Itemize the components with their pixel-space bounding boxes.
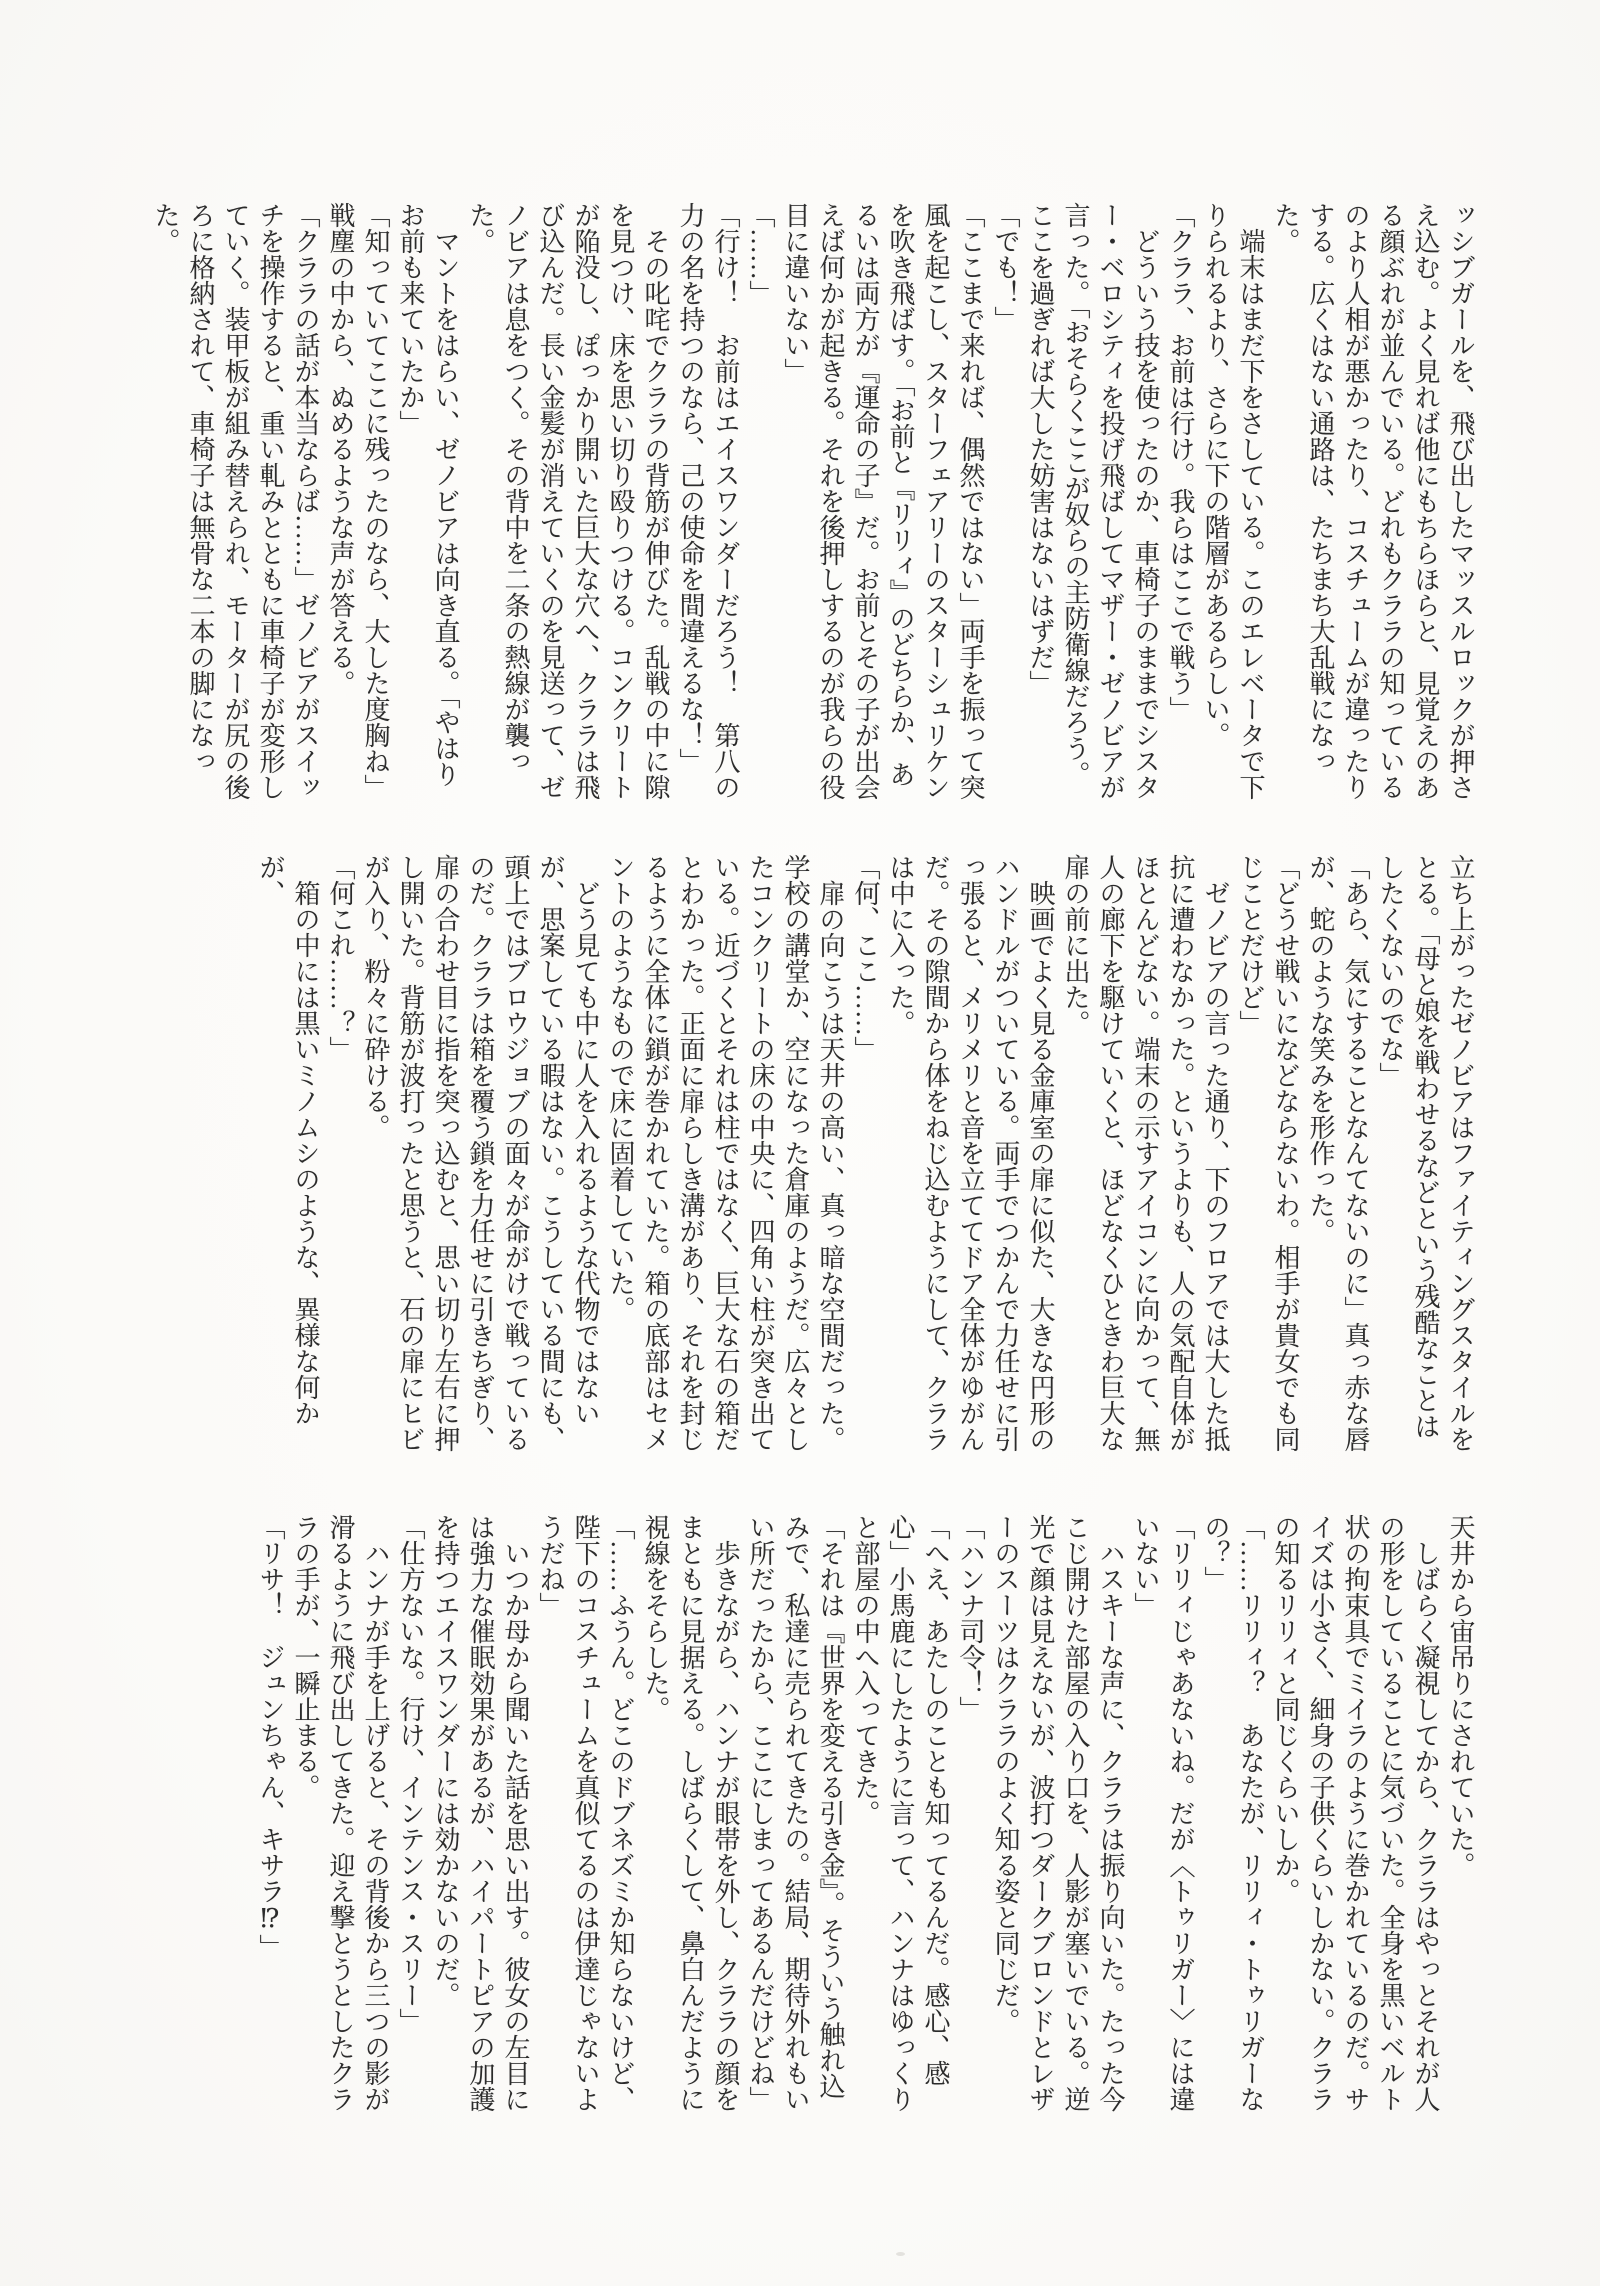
scan-speck (896, 2252, 905, 2256)
paragraph: 「……リリィ？ あなたが、リリィ・トゥリガーなの？」 (1201, 1514, 1265, 2112)
paragraph: 歩きながら、ハンナが眼帯を外し、クララの顔をまともに見据える。しばらくして、鼻白んだように視線をそらした。 (641, 1514, 740, 2112)
paragraph: 「行け！ お前はエイスワンダーだろう！ 第八の力の名を持つのなら、己の使命を間違えるな！」 (676, 202, 740, 800)
paragraph: 「リサ！ ジュンちゃん、キサラ⁉」 (256, 1514, 285, 1960)
paragraph: 「あら、気にすることなんてないのに」真っ赤な唇が、蛇のような笑みを形作った。 (1306, 854, 1370, 1452)
text-band-bottom (253, 1514, 1478, 2114)
paragraph: 「でも！」 (991, 202, 1020, 332)
paragraph: マントをはらい、ゼノビアは向き直る。「やはりお前も来ていたか」 (396, 202, 460, 787)
paragraph: 「へえ、あたしのことも知ってるんだ。感心、感心」小馬鹿にしたように言って、ハンナはゆっくりと部屋の中へ入ってきた。 (851, 1514, 950, 2112)
paragraph: しばらく凝視してから、クララはやっとそれが人の形をしていることに気づいた。全身を黒いベルト状の拘束具でミイラのように巻かれているのだ。サイズは小さく、細身の子供くらいしかない。クララの知るリリィと同じくらいしか。 (1271, 1514, 1440, 2112)
paragraph: 映画でよく見る金庫室の扉に似た、大きな円形のハンドルがついている。両手でつかんで力任せに引っ張ると、メリメリと音を立ててドア全体がゆがんだ。その隙間から体をねじ込むようにして、クララは中に入った。 (886, 854, 1055, 1452)
paragraph: 「クララ、お前は行け。我らはここで戦う」 (1166, 202, 1195, 722)
text-band-middle (253, 854, 1478, 1454)
paragraph: ゼノビアの言った通り、下のフロアでは大した抵抗に遭わなかった。というよりも、人の気配自体がほとんどない。端末の示すアイコンに向かって、無人の廊下を駆けていくと、ほどなくひときわ巨大な扉の前に出た。 (1061, 854, 1230, 1452)
paragraph: 箱の中には黒いミノムシのような、異様な何かが、 (256, 854, 320, 1426)
paragraph: 「ここまで来れば、偶然ではない」両手を振って突風を起こし、スターフェアリーのスターシュリケンを吹き飛ばす。「お前と『リリィ』のどちらか、あるいは両方が『運命の子』だ。お前とその子が出会えば何かが起きる。それを後押しするのが我らの役目に違いない」 (781, 202, 985, 800)
paragraph: 「リリィじゃあないね。だが〈トゥリガー〉には違いない」 (1131, 1514, 1195, 2112)
paragraph: 「……」 (746, 202, 775, 306)
paragraph: 「何、ここ……」 (851, 854, 880, 1062)
paragraph: ハンナが手を上げると、その背後から三つの影が滑るように飛び出してきた。迎え撃とうとしたクララの手が、一瞬止まる。 (291, 1514, 390, 2112)
paragraph: 「何これ……？」 (326, 854, 355, 1062)
paragraph: どういう技を使ったのか、車椅子のままでシスター・ベロシティを投げ飛ばしてマザー・ゼノビアが言った。「おそらくここが奴らの主防衛線だろう。ここを過ぎれば大した妨害はないはずだ」 (1026, 202, 1160, 800)
paragraph: その叱咤でクララの背筋が伸びた。乱戦の中に隙を見つけ、床を思い切り殴りつける。コンクリートが陥没し、ぽっかり開いた巨大な穴へ、クララは飛び込んだ。長い金髪が消えていくのを見送って、ゼノビアは息をつく。その背中を二条の熱線が襲った。 (466, 202, 670, 800)
paragraph: ッシブガールを、飛び出したマッスルロックが押さえ込む。よく見れば他にもちらほらと、見覚えのある顔ぶれが並んでいる。どれもクララの知っているのより人相が悪かったり、コスチュームが違ったりする。広くはない通路は、たちまち大乱戦になった。 (1271, 202, 1475, 800)
paragraph: 「それは『世界を変える引き金』。そういう触れ込みで、私達に売られてきたの。結局、期待外れもいい所だったから、ここにしまってあるんだけどね」 (746, 1514, 845, 2112)
paragraph: 天井から宙吊りにされていた。 (1446, 1514, 1475, 1878)
paragraph: ハスキーな声に、クララは振り向いた。たった今こじ開けた部屋の入り口を、人影が塞いでいる。逆光で顔は見えないが、波打つダークブロンドとレザーのスーツはクララのよく知る姿と同じだ。 (991, 1514, 1125, 2112)
paragraph: 「ハンナ司令！」 (956, 1514, 985, 1722)
paragraph: 扉の向こうは天井の高い、真っ暗な空間だった。学校の講堂か、空になった倉庫のようだ。広々としたコンクリートの床の中央に、四角い柱が突き出ている。近づくとそれは柱ではなく、巨大な石の箱だとわかった。正面に扉らしき溝があり、それを封じるように全体に鎖が巻かれていた。箱の底部はセメントのようなもので床に固着していた。 (606, 854, 845, 1452)
paragraph: 「知っていてここに残ったのなら、大した度胸ね」戦塵の中から、ぬめるような声が答える。 (326, 202, 390, 800)
paragraph: 「クララの話が本当ならば……」ゼノビアがスイッチを操作すると、重い軋みとともに車椅子が変形していく。装甲板が組み替えられ、モーターが尻の後ろに格納されて、車椅子は無骨な二本の脚になった。 (151, 202, 320, 800)
paragraph: 「……ふうん。どこのドブネズミか知らないけど、陛下のコスチュームを真似てるのは伊達じゃないようだね」 (536, 1514, 635, 2112)
text-band-top (148, 202, 1478, 802)
paragraph: 「どうせ戦いになどならないわ。相手が貴女でも同じことだけど」 (1236, 854, 1300, 1452)
paragraph: どう見ても中に人を入れるような代物ではないが、思案している暇はない。こうしている間にも、頭上ではブロウジョブの面々が命がけで戦っているのだ。クララは箱を覆う鎖を力任せに引きちぎり、扉の合わせ目に指を突っ込むと、思い切り左右に押し開いた。背筋が波打ったと思うと、石の扉にヒビが入り、粉々に砕ける。 (361, 854, 600, 1452)
paragraph: いつか母から聞いた話を思い出す。彼女の左目には強力な催眠効果があるが、ハイパートピアの加護を持つエイスワンダーには効かないのだ。 (431, 1514, 530, 2112)
paragraph: 立ち上がったゼノビアはファイティングスタイルをとる。「母と娘を戦わせるなどという残酷なことはしたくないのでな」 (1376, 854, 1475, 1452)
paragraph: 「仕方ないな。行け、インテンス・スリー」 (396, 1514, 425, 2034)
paragraph: 端末はまだ下をさしている。このエレベータで下りられるより、さらに下の階層があるらしい。 (1201, 202, 1265, 800)
